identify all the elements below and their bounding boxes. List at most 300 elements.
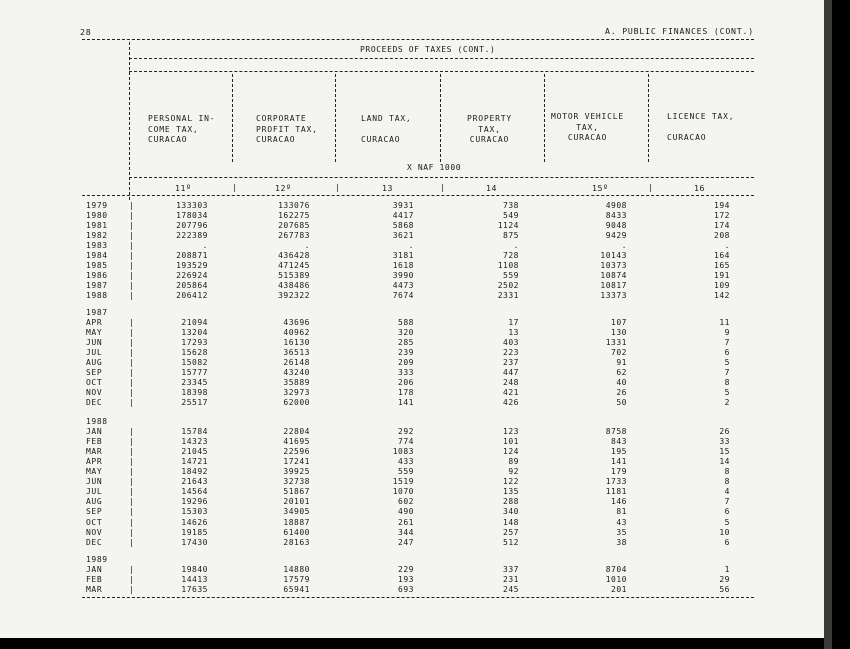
cell-col-6: 172 [714,211,730,221]
year-heading: 1987 [86,308,108,317]
cell-col-1: 23345 [181,378,208,388]
cell-col-3: 247 [398,537,414,547]
cell-col-4: 248 [503,378,519,388]
cell-col-6: 1 [724,565,730,575]
row-separator: | [129,291,134,301]
unit-rule [129,177,754,178]
cell-col-5: 13373 [600,291,627,301]
row-label: 1985 [86,261,108,271]
row-label: APR [86,318,103,328]
cell-col-2: 61400 [283,527,310,537]
cell-col-1: 17293 [181,338,208,348]
cell-col-6: 164 [714,251,730,261]
col-sep-3 [440,74,441,162]
cell-col-1: 193529 [176,261,208,271]
col-head-2: CORPORATE PROFIT TAX, CURACAO [256,114,318,144]
cell-col-3: 261 [398,517,414,527]
cell-col-6: 4 [724,487,730,497]
cell-col-3: 4417 [392,211,414,221]
row-separator: | [129,517,134,527]
cell-col-3: 693 [398,585,414,595]
cell-col-5: 8758 [605,427,627,437]
scan-edge [824,0,850,649]
cell-col-2: 34905 [283,507,310,517]
row-label: AUG [86,497,103,507]
cell-col-3: 433 [398,457,414,467]
row-separator: | [129,368,134,378]
cell-col-1: 21643 [181,477,208,487]
row-separator: | [129,477,134,487]
cell-col-3: 588 [398,318,414,328]
cell-col-1: 14626 [181,517,208,527]
cell-col-4: 2502 [497,281,519,291]
row-label: JUN [86,338,103,348]
row-label: OCT [86,378,103,388]
section-title: A. PUBLIC FINANCES (CONT.) [605,26,754,36]
col-head-1: PERSONAL IN- COME TAX, CURACAO [148,114,216,144]
cell-col-5: . [621,241,627,251]
cell-col-4: 148 [503,517,519,527]
cell-col-5: 35 [616,527,627,537]
cell-col-6: 174 [714,221,730,231]
row-label: OCT [86,517,103,527]
cell-col-5: 9048 [605,221,627,231]
cell-col-5: 9429 [605,231,627,241]
cell-col-2: 22804 [283,427,310,437]
cell-col-2: 162275 [278,211,310,221]
cell-col-4: 421 [503,388,519,398]
cell-col-2: 51867 [283,487,310,497]
cell-col-6: 33 [719,437,730,447]
cell-col-3: 490 [398,507,414,517]
col-sep-2 [335,74,336,162]
col-number-1: 11º [175,183,192,193]
cell-col-6: 6 [724,507,730,517]
cell-col-5: 10143 [600,251,627,261]
row-separator: | [129,338,134,348]
cell-col-3: 5868 [392,221,414,231]
cell-col-1: 19296 [181,497,208,507]
cell-col-1: 207796 [176,221,208,231]
cell-col-2: 43240 [283,368,310,378]
row-label: MAR [86,447,103,457]
cell-col-6: 26 [719,427,730,437]
cell-col-4: 92 [508,467,519,477]
cell-col-3: 7674 [392,291,414,301]
cell-col-1: 19840 [181,565,208,575]
cell-col-2: 22596 [283,447,310,457]
cell-col-4: 124 [503,447,519,457]
cell-col-6: 8 [724,378,730,388]
row-separator: | [129,427,134,437]
cell-col-2: 436428 [278,251,310,261]
cell-col-5: 201 [611,585,627,595]
cell-col-3: 1083 [392,447,414,457]
cell-col-1: 17430 [181,537,208,547]
cell-col-5: 10373 [600,261,627,271]
cell-col-6: 109 [714,281,730,291]
cell-col-4: 337 [503,565,519,575]
cell-col-3: 4473 [392,281,414,291]
cell-col-1: 14564 [181,487,208,497]
row-separator: | [129,348,134,358]
cell-col-2: 35889 [283,378,310,388]
cell-col-4: 447 [503,368,519,378]
row-label: 1986 [86,271,108,281]
cell-col-5: 1733 [605,477,627,487]
cell-col-6: 8 [724,477,730,487]
cell-col-5: 26 [616,388,627,398]
cell-col-2: 18887 [283,517,310,527]
cell-col-1: 18398 [181,388,208,398]
row-label: APR [86,457,103,467]
cell-col-4: 559 [503,271,519,281]
row-separator: | [129,211,134,221]
cell-col-3: 344 [398,527,414,537]
cell-col-5: 10874 [600,271,627,281]
cell-col-5: 91 [616,358,627,368]
cell-col-2: 62000 [283,398,310,408]
cell-col-3: . [408,241,414,251]
cell-col-2: 39925 [283,467,310,477]
head-bottom-rule [82,195,754,196]
cell-col-1: 19185 [181,527,208,537]
num-sep-5: | [648,183,654,192]
cell-col-1: 15628 [181,348,208,358]
cell-col-4: 512 [503,537,519,547]
col-number-5: 15º [592,183,609,193]
cell-col-3: 193 [398,575,414,585]
cell-col-5: 81 [616,507,627,517]
cell-col-4: 223 [503,348,519,358]
cell-col-3: 292 [398,427,414,437]
cell-col-6: 6 [724,348,730,358]
cell-col-6: . [724,241,730,251]
cell-col-5: 10817 [600,281,627,291]
col-head-4: PROPERTY TAX, CURACAO [467,114,512,144]
cell-col-2: 32738 [283,477,310,487]
cell-col-5: 8704 [605,565,627,575]
cell-col-5: 62 [616,368,627,378]
cell-col-3: 1070 [392,487,414,497]
row-separator: | [129,487,134,497]
cell-col-1: 205864 [176,281,208,291]
cell-col-4: 875 [503,231,519,241]
row-separator: | [129,398,134,408]
cell-col-3: 1618 [392,261,414,271]
row-separator: | [129,447,134,457]
cell-col-5: 1181 [605,487,627,497]
row-separator: | [129,565,134,575]
cell-col-1: 208871 [176,251,208,261]
cell-col-1: 25517 [181,398,208,408]
cell-col-3: 3931 [392,201,414,210]
cell-col-2: 20101 [283,497,310,507]
row-label: 1988 [86,291,108,301]
cell-col-3: 178 [398,388,414,398]
cell-col-2: 133076 [278,201,310,210]
row-separator: | [129,328,134,338]
row-label: JUN [86,477,103,487]
year-heading: 1988 [86,417,108,426]
num-sep-3: | [440,183,446,192]
cell-col-2: 43696 [283,318,310,328]
cell-col-6: 56 [719,585,730,595]
cell-col-2: 36513 [283,348,310,358]
cell-col-5: 702 [611,348,627,358]
cell-col-2: 17579 [283,575,310,585]
row-separator: | [129,537,134,547]
row-separator: | [129,467,134,477]
cell-col-2: 16130 [283,338,310,348]
cell-col-6: 5 [724,388,730,398]
col-sep-4 [544,74,545,162]
cell-col-5: 40 [616,378,627,388]
unit-label: X NAF 1000 [407,163,462,172]
cell-col-6: 5 [724,517,730,527]
cell-col-3: 209 [398,358,414,368]
row-separator: | [129,261,134,271]
row-separator: | [129,241,134,251]
cell-col-3: 229 [398,565,414,575]
cell-col-6: 208 [714,231,730,241]
cell-col-1: 14413 [181,575,208,585]
cell-col-5: 43 [616,517,627,527]
cell-col-6: 5 [724,358,730,368]
cell-col-4: 237 [503,358,519,368]
cell-col-2: 32973 [283,388,310,398]
cell-col-4: . [513,241,519,251]
row-label: MAY [86,467,103,477]
cell-col-6: 10 [719,527,730,537]
col-number-6: 16 [694,183,706,193]
cell-col-5: 107 [611,318,627,328]
row-label: NOV [86,527,103,537]
cell-col-5: 4908 [605,201,627,210]
row-separator: | [129,585,134,595]
row-separator: | [129,378,134,388]
cell-col-3: 285 [398,338,414,348]
cell-col-3: 320 [398,328,414,338]
row-label: JAN [86,565,103,575]
cell-col-2: 14880 [283,565,310,575]
row-label: SEP [86,507,103,517]
cell-col-2: 28163 [283,537,310,547]
cell-col-2: 41695 [283,437,310,447]
row-label: JUL [86,487,103,497]
row-separator: | [129,271,134,281]
cell-col-6: 14 [719,457,730,467]
row-separator: | [129,221,134,231]
page-number: 28 [80,27,92,37]
row-label: 1984 [86,251,108,261]
row-separator: | [129,201,134,210]
bottom-rule [82,597,754,598]
cell-col-5: 1010 [605,575,627,585]
cell-col-1: 17635 [181,585,208,595]
row-separator: | [129,358,134,368]
cell-col-2: 17241 [283,457,310,467]
cell-col-4: 122 [503,477,519,487]
cell-col-6: 6 [724,537,730,547]
cell-col-2: 471245 [278,261,310,271]
col-head-6: LICENCE TAX, CURACAO [667,112,735,142]
cell-col-5: 38 [616,537,627,547]
row-label: AUG [86,358,103,368]
cell-col-3: 333 [398,368,414,378]
cell-col-3: 602 [398,497,414,507]
cell-col-5: 146 [611,497,627,507]
cell-col-1: . [202,241,208,251]
cell-col-1: 226924 [176,271,208,281]
row-label: DEC [86,398,103,408]
row-label: MAR [86,585,103,595]
cell-col-2: 65941 [283,585,310,595]
cell-col-4: 13 [508,328,519,338]
cell-col-6: 7 [724,368,730,378]
cell-col-3: 559 [398,467,414,477]
column-head-rule [129,71,754,72]
cell-col-4: 89 [508,457,519,467]
row-separator: | [129,527,134,537]
row-label: FEB [86,575,103,585]
col-number-4: 14 [486,183,498,193]
col-head-5: MOTOR VEHICLE TAX, CURACAO [551,112,625,142]
cell-col-3: 774 [398,437,414,447]
cell-col-2: 267783 [278,231,310,241]
table-title: PROCEEDS OF TAXES (CONT.) [360,45,496,54]
row-label: JUL [86,348,103,358]
row-separator: | [129,437,134,447]
cell-col-4: 123 [503,427,519,437]
cell-col-1: 14721 [181,457,208,467]
cell-col-6: 29 [719,575,730,585]
cell-col-4: 738 [503,201,519,210]
row-label: 1981 [86,221,108,231]
col-number-2: 12º [275,183,292,193]
row-label: 1983 [86,241,108,251]
cell-col-1: 222389 [176,231,208,241]
row-label: SEP [86,368,103,378]
cell-col-5: 50 [616,398,627,408]
cell-col-5: 1331 [605,338,627,348]
cell-col-6: 7 [724,497,730,507]
cell-col-4: 135 [503,487,519,497]
cell-col-1: 15784 [181,427,208,437]
cell-col-2: 438486 [278,281,310,291]
col-number-3: 13 [382,183,394,193]
cell-col-5: 195 [611,447,627,457]
cell-col-6: 142 [714,291,730,301]
cell-col-2: 392322 [278,291,310,301]
cell-col-4: 1108 [497,261,519,271]
row-separator: | [129,507,134,517]
cell-col-4: 403 [503,338,519,348]
cell-col-6: 7 [724,338,730,348]
cell-col-2: 207685 [278,221,310,231]
cell-col-6: 15 [719,447,730,457]
cell-col-1: 14323 [181,437,208,447]
cell-col-3: 3181 [392,251,414,261]
row-label: JAN [86,427,103,437]
cell-col-3: 1519 [392,477,414,487]
cell-col-6: 191 [714,271,730,281]
row-label: FEB [86,437,103,447]
row-separator: | [129,251,134,261]
row-separator: | [129,497,134,507]
row-label: MAY [86,328,103,338]
cell-col-1: 133303 [176,201,208,210]
cell-col-6: 9 [724,328,730,338]
cell-col-5: 8433 [605,211,627,221]
row-label: 1982 [86,231,108,241]
cell-col-3: 3990 [392,271,414,281]
cell-col-4: 728 [503,251,519,261]
cell-col-6: 8 [724,467,730,477]
row-separator: | [129,457,134,467]
cell-col-6: 165 [714,261,730,271]
cell-col-6: 2 [724,398,730,408]
cell-col-3: 239 [398,348,414,358]
cell-col-1: 21045 [181,447,208,457]
cell-col-3: 206 [398,378,414,388]
cell-col-4: 549 [503,211,519,221]
num-sep-1: | [232,183,238,192]
cell-col-5: 843 [611,437,627,447]
cell-col-4: 340 [503,507,519,517]
cell-col-6: 11 [719,318,730,328]
cell-col-4: 257 [503,527,519,537]
num-sep-2: | [335,183,341,192]
cell-col-1: 178034 [176,211,208,221]
cell-col-2: 515389 [278,271,310,281]
cell-col-2: 26148 [283,358,310,368]
row-label: DEC [86,537,103,547]
cell-col-1: 15303 [181,507,208,517]
top-rule [82,39,754,40]
cell-col-1: 15082 [181,358,208,368]
row-label: 1980 [86,211,108,221]
cell-col-1: 206412 [176,291,208,301]
row-label: 1979 [86,201,108,210]
cell-col-4: 2331 [497,291,519,301]
row-label: 1987 [86,281,108,291]
cell-col-3: 3621 [392,231,414,241]
year-heading: 1989 [86,555,108,564]
cell-col-6: 194 [714,201,730,210]
cell-col-2: 40962 [283,328,310,338]
col-head-3: LAND TAX, CURACAO [361,114,412,144]
row-separator: | [129,281,134,291]
cell-col-4: 101 [503,437,519,447]
cell-col-1: 21094 [181,318,208,328]
cell-col-1: 18492 [181,467,208,477]
row-label: NOV [86,388,103,398]
cell-col-4: 1124 [497,221,519,231]
row-separator: | [129,575,134,585]
col-sep-1 [232,74,233,162]
cell-col-4: 288 [503,497,519,507]
cell-col-1: 15777 [181,368,208,378]
cell-col-5: 179 [611,467,627,477]
title-rule [129,58,754,59]
cell-col-1: 13204 [181,328,208,338]
cell-col-4: 17 [508,318,519,328]
col-sep-5 [648,74,649,162]
cell-col-5: 141 [611,457,627,467]
cell-col-2: . [304,241,310,251]
cell-col-4: 426 [503,398,519,408]
